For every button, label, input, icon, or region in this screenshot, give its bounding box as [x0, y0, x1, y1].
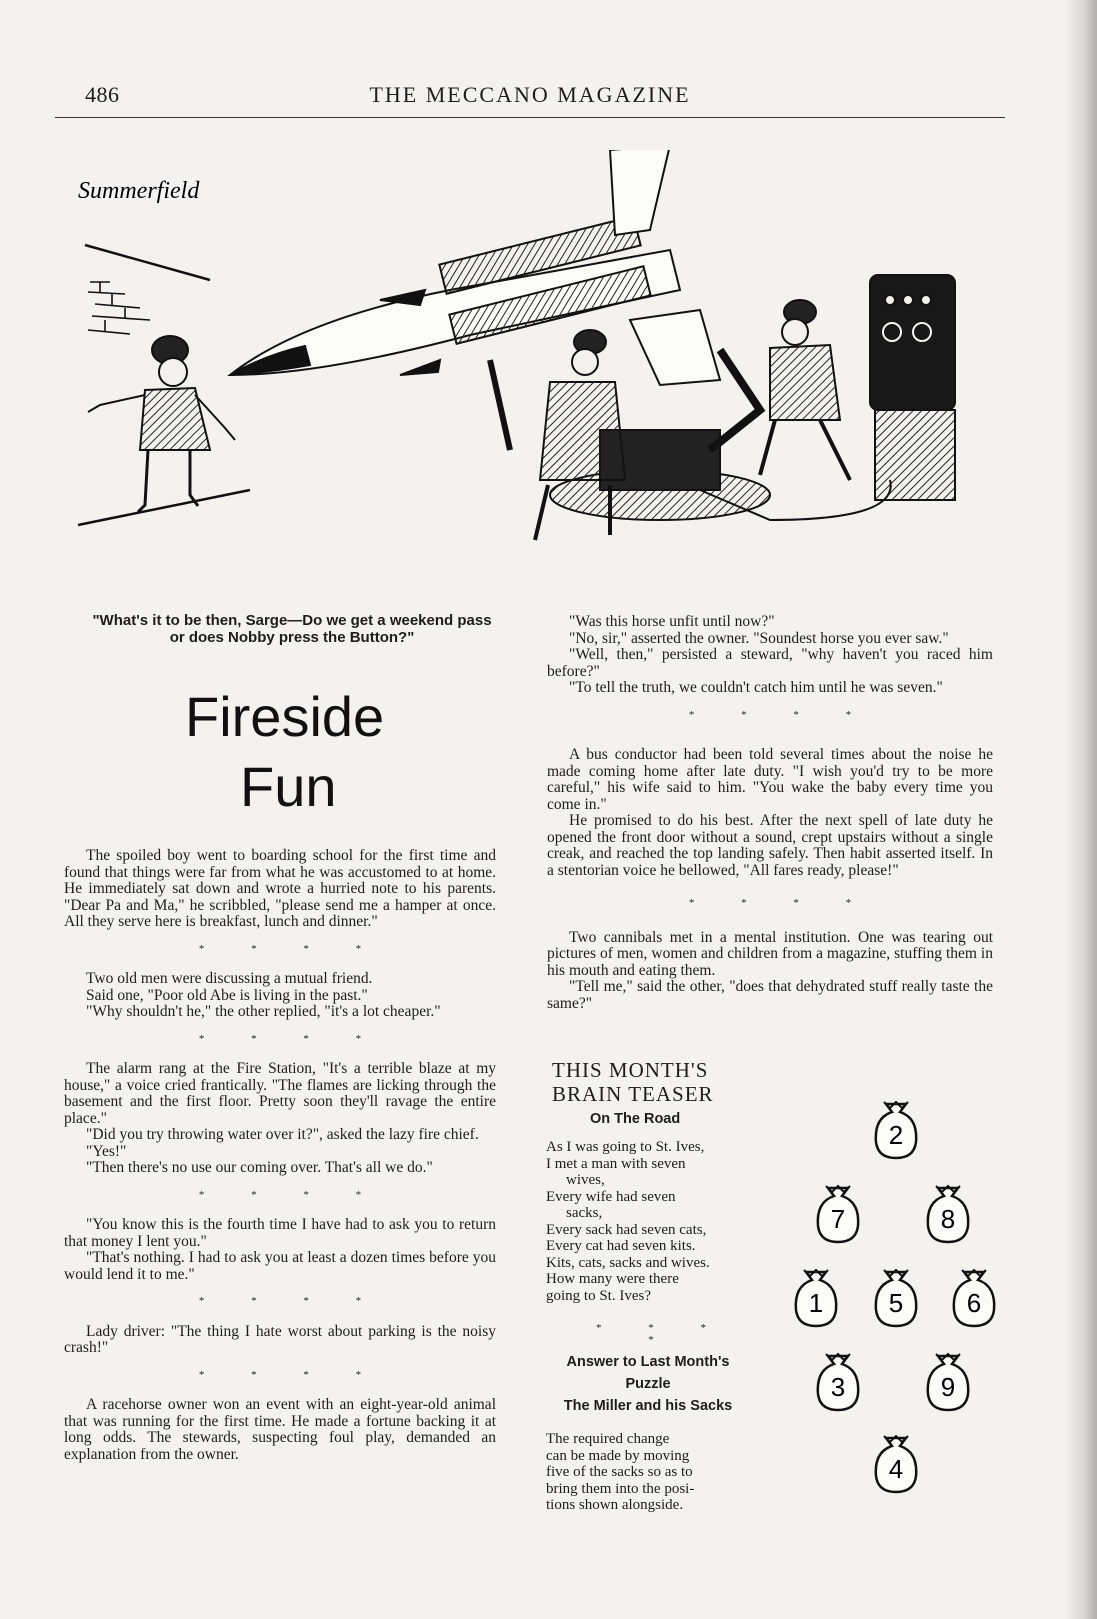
running-soldier — [88, 336, 235, 512]
joke-racehorse: A racehorse owner won an event with an eight-year-old animal that was running for the first time. He made a fortune backing it at long odds. The stewards, suspecting foul play, demanded an explanation from the owner. — [64, 1396, 496, 1463]
separator-stars: * * * * — [198, 1368, 384, 1381]
artist-signature: Summerfield — [78, 178, 200, 204]
brain-teaser-title-line-1: THIS MONTH'S — [552, 1058, 709, 1082]
sack-5 — [870, 1266, 922, 1330]
poem-line: going to St. Ives? — [546, 1287, 651, 1304]
brain-teaser-title-line-2: BRAIN TEASER — [552, 1082, 714, 1106]
separator-stars: * * * * — [198, 942, 384, 955]
separator-stars: * * * * — [198, 1295, 384, 1307]
brain-teaser-poem — [546, 1139, 756, 1304]
answer-line: bring them into the posi- — [546, 1480, 695, 1497]
answer-text — [546, 1431, 750, 1514]
caption-line-2: or does Nobby press the Button?" — [169, 629, 415, 646]
sack-number: 6 — [966, 1288, 982, 1318]
sack-9 — [922, 1350, 974, 1414]
poem-line: Every sack had seven cats, — [546, 1221, 707, 1238]
joke-line: "Well, then," persisted a steward, "why haven't you raced him before?" — [547, 646, 993, 680]
rocket — [230, 150, 720, 385]
poem-line: wives, — [566, 1172, 605, 1188]
launcher-base — [490, 350, 770, 520]
joke-line: "Why shouldn't he," the other replied, "it's a lot cheaper." — [86, 1003, 441, 1020]
joke-line: "Then there's no use our coming over. That's all we do." — [86, 1159, 433, 1176]
cartoon-caption — [62, 612, 522, 646]
joke-cannibals: Two cannibals met in a mental institution. One was tearing out pictures of men, women and children from a magazine, stuffing them in his mouth and eating them. — [547, 928, 993, 979]
sack-3 — [812, 1350, 864, 1414]
joke-line: "You know this is the fourth time I have had to ask you to return that money I lent you." — [64, 1216, 496, 1250]
running-head: THE MECCANO MAGAZINE — [369, 82, 691, 107]
joke-line: He promised to do his best. After the next spell of late duty he opened the front door without a sound, crept upstairs without a single creak, and reached the top landing safely. Then habit asserted itself. In a stentorian voice he bellowed, "All fares ready, please!" — [547, 812, 993, 879]
joke-line: Two old men were discussing a mutual friend. — [86, 970, 373, 987]
sack-number: 1 — [808, 1288, 824, 1318]
separator-stars: * * * * — [198, 1188, 384, 1201]
poem-line: Kits, cats, sacks and wives. — [546, 1254, 710, 1271]
sack-4 — [870, 1432, 922, 1496]
answer-title-line-1: Answer to Last Month's — [566, 1354, 730, 1370]
sack-8 — [922, 1182, 974, 1246]
poem-line: Every wife had seven — [546, 1188, 676, 1205]
answer-title-line-2: Puzzle — [625, 1376, 671, 1392]
brain-teaser-title — [552, 1058, 714, 1106]
sack-number: 5 — [888, 1288, 904, 1318]
page-header — [55, 80, 1005, 110]
separator-stars: * * * * — [688, 897, 874, 909]
separator-stars: * * * * — [198, 1032, 384, 1045]
left-column — [64, 848, 496, 1463]
separator-stars: * * * * — [688, 708, 874, 721]
sack-number: 9 — [940, 1372, 956, 1402]
sack-2 — [870, 1098, 922, 1162]
joke-line: "No, sir," asserted the owner. "Soundest horse you ever saw." — [569, 629, 949, 647]
page-edge-shadow — [1063, 0, 1097, 1619]
answer-title — [543, 1351, 753, 1417]
joke-line: Said one, "Poor old Abe is living in the past." — [86, 986, 368, 1004]
poem-line: As I was going to St. Ives, — [546, 1139, 705, 1155]
joke-bus-conductor: A bus conductor had been told several times about the noise he made coming home after late duty. "I wish you'd try to be more careful," his wife said to him. "You wake the baby every time you come in." — [547, 746, 993, 813]
sack-1 — [790, 1266, 842, 1330]
separator-stars: * * * * — [596, 1322, 728, 1346]
joke-line: "To tell the truth, we couldn't catch him until he was seven." — [569, 679, 943, 696]
sack-number: 8 — [940, 1204, 956, 1234]
brain-teaser-subtitle: On The Road — [590, 1111, 681, 1127]
article-title-line-1: Fireside — [185, 685, 385, 748]
joke-line: "Did you try throwing water over it?", asked the lazy fire chief. — [86, 1126, 479, 1143]
soldier-at-controls — [760, 300, 850, 480]
joke-line: "Was this horse unfit until now?" — [569, 613, 775, 630]
poem-line: How many were there — [546, 1271, 679, 1287]
answer-title-line-3: The Miller and his Sacks — [563, 1398, 733, 1414]
brick-wall — [88, 282, 150, 334]
poem-line: Every cat had seven kits. — [546, 1238, 696, 1254]
sack-number: 7 — [830, 1204, 846, 1234]
joke-line: "That's nothing. I had to ask you at least a dozen times before you would lend it to me." — [64, 1249, 496, 1283]
sack-7 — [812, 1182, 864, 1246]
poem-line: I met a man with seven — [546, 1155, 686, 1172]
answer-line: tions shown alongside. — [546, 1497, 684, 1513]
page-number: 486 — [85, 82, 120, 107]
sack-6 — [948, 1266, 1000, 1330]
joke-fire-station: The alarm rang at the Fire Station, "It's a terrible blaze at my house," a voice cried frantically. "The flames are licking through the basement and the first floor. Pretty soon they'll ravage the entire place." — [64, 1060, 496, 1127]
answer-line: can be made by moving — [546, 1447, 690, 1464]
article-title-line-2: Fun — [240, 755, 337, 818]
joke-line: "Tell me," said the other, "does that dehydrated stuff really taste the same?" — [547, 978, 993, 1012]
sack-number: 4 — [888, 1454, 904, 1484]
rocket-cartoon-illustration — [70, 150, 1000, 590]
joke-line: "Yes!" — [86, 1142, 127, 1160]
joke-boarding-school: The spoiled boy went to boarding school for the first time and found that things were far from what he was accustomed to at home. He immediately sat down and wrote a hurried note to his parents. "Dear Pa and Ma," he scribbled, "please send me a hamper at once. All they serve here is breakfast, lunch and dinner." — [64, 847, 496, 930]
header-rule — [55, 117, 1005, 118]
right-column — [547, 614, 993, 1012]
joke-lady-driver: Lady driver: "The thing I hate worst about parking is the noisy crash!" — [64, 1322, 496, 1356]
sack-number: 3 — [830, 1372, 846, 1402]
sack-number: 2 — [888, 1120, 904, 1150]
poem-line: sacks, — [566, 1205, 603, 1221]
caption-line-1: "What's it to be then, Sarge—Do we get a weekend pass — [92, 612, 492, 629]
answer-line: five of the sacks so as to — [546, 1464, 693, 1480]
answer-line: The required change — [546, 1431, 670, 1447]
